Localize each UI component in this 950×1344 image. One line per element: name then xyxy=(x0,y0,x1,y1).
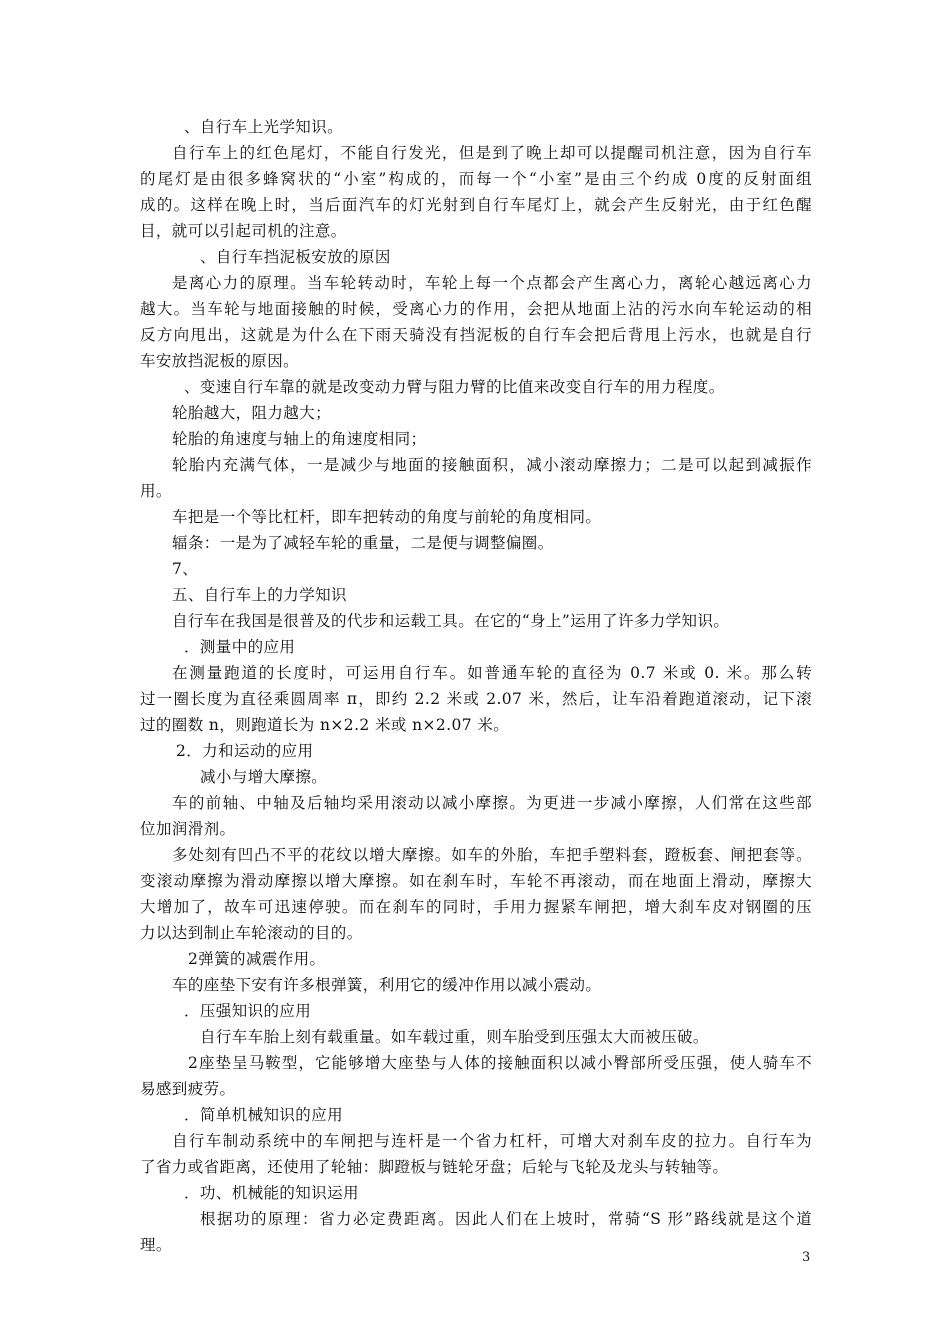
paragraph-line: 易感到疲劳。 xyxy=(140,1080,236,1098)
paragraph-line: 的尾灯是由很多蜂窝状的“小室”构成的，而每一个“小室”是由三个约成 0度的反射面组 xyxy=(140,170,812,188)
paragraph-line: 力以达到制止车轮滚动的目的。 xyxy=(140,924,363,942)
paragraph-line: 减小与增大摩擦。 xyxy=(200,768,328,786)
paragraph-line: 自行车上的红色尾灯，不能自行发光，但是到了晚上却可以提醒司机注意，因为自行车 xyxy=(172,144,812,162)
paragraph-line: 反方向甩出，这就是为什么在下雨天骑没有挡泥板的自行车会把后背甩上污水，也就是自行 xyxy=(140,326,812,344)
paragraph-line: 在测量跑道的长度时，可运用自行车。如普通车轮的直径为 0.7 米或 0. 米。那么转 xyxy=(172,664,812,682)
paragraph-line: 过的圈数 n，则跑道长为 n×2.2 米或 n×2.07 米。 xyxy=(140,716,510,734)
subheading-simple-machines: ．简单机械知识的应用 xyxy=(184,1106,344,1124)
paragraph-line: 理。 xyxy=(140,1236,172,1254)
paragraph-line: 2弹簧的减震作用。 xyxy=(188,950,326,968)
paragraph-line: 自行车车胎上刻有载重量。如车载过重，则车胎受到压强太大而被压破。 xyxy=(200,1028,709,1046)
paragraph-line: 自行车制动系统中的车闸把与连杆是一个省力杠杆，可增大对刹车皮的拉力。自行车为 xyxy=(172,1132,812,1150)
document-body xyxy=(140,114,812,1258)
subheading-pressure: ．压强知识的应用 xyxy=(184,1002,312,1020)
paragraph-line: 位加润滑剂。 xyxy=(140,820,236,838)
paragraph-line: 是离心力的原理。当车轮转动时，车轮上每一个点都会产生离心力，离轮心越远离心力 xyxy=(172,274,812,292)
heading-mudguard: 、自行车挡泥板安放的原因 xyxy=(200,248,391,266)
paragraph-line: 用。 xyxy=(140,482,172,500)
subheading-measurement: ．测量中的应用 xyxy=(184,638,296,656)
paragraph-line: 过一圈长度为直径乘圆周率 π，即约 2.2 米或 2.07 米，然后，让车沿着跑道滚动，记下滚 xyxy=(140,690,812,708)
paragraph-line: 轮胎越大，阻力越大； xyxy=(172,404,332,422)
subheading-force-motion: 2．力和运动的应用 xyxy=(176,742,314,760)
paragraph-line: 成的。这样在晚上时，当后面汽车的灯光射到自行车尾灯上，就会产生反射光，由于红色醒 xyxy=(140,196,812,214)
page-number: 3 xyxy=(802,1250,811,1265)
heading-optics: 、自行车上光学知识。 xyxy=(184,118,344,136)
paragraph-line: 了省力或省距离，还使用了轮轴：脚蹬板与链轮牙盘；后轮与飞轮及龙头与转轴等。 xyxy=(140,1158,729,1176)
paragraph-line: 车安放挡泥板的原因。 xyxy=(140,352,300,370)
paragraph-line: 轮胎的角速度与轴上的角速度相同； xyxy=(172,430,427,448)
paragraph-line: 根据功的原理：省力必定费距离。因此人们在上坡时，常骑“S 形”路线就是这个道 xyxy=(200,1210,812,1228)
paragraph-line: 辐条：一是为了减轻车轮的重量，二是便与调整偏圈。 xyxy=(172,534,554,552)
subheading-work-energy: ．功、机械能的知识运用 xyxy=(184,1184,359,1202)
paragraph-line: 车的前轴、中轴及后轴均采用滚动以减小摩擦。为更进一步减小摩擦，人们常在这些部 xyxy=(172,794,812,812)
paragraph-line: 、变速自行车靠的就是改变动力臂与阻力臂的比值来改变自行车的用力程度。 xyxy=(184,378,725,396)
paragraph-line: 目，就可以引起司机的注意。 xyxy=(140,222,347,240)
section-number: 7、 xyxy=(172,560,199,578)
paragraph-line: 车把是一个等比杠杆，即车把转动的角度与前轮的角度相同。 xyxy=(172,508,602,526)
paragraph-line: 轮胎内充满气体，一是减少与地面的接触面积，减小滚动摩擦力；二是可以起到减振作 xyxy=(172,456,812,474)
heading-mechanics: 五、自行车上的力学知识 xyxy=(172,586,347,604)
paragraph-line: 车的座垫下安有许多根弹簧，利用它的缓冲作用以减小震动。 xyxy=(172,976,602,994)
paragraph-line: 大增加了，故车可迅速停驶。而在刹车的同时，手用力握紧车闸把，增大刹车皮对钢圈的压 xyxy=(140,898,812,916)
paragraph-line: 自行车在我国是很普及的代步和运载工具。在它的“身上”运用了许多力学知识。 xyxy=(172,612,730,630)
paragraph-line: 多处刻有凹凸不平的花纹以增大摩擦。如车的外胎，车把手塑料套，蹬板套、闸把套等。 xyxy=(172,846,812,864)
paragraph-line: 变滚动摩擦为滑动摩擦以增大摩擦。如在刹车时，车轮不再滚动，而在地面上滑动，摩擦大 xyxy=(140,872,812,890)
paragraph-line: 越大。当车轮与地面接触的时候，受离心力的作用，会把从地面上沾的污水向车轮运动的相 xyxy=(140,300,812,318)
paragraph-line: 2座垫呈马鞍型，它能够增大座垫与人体的接触面积以减小臀部所受压强，使人骑车不 xyxy=(188,1054,812,1072)
